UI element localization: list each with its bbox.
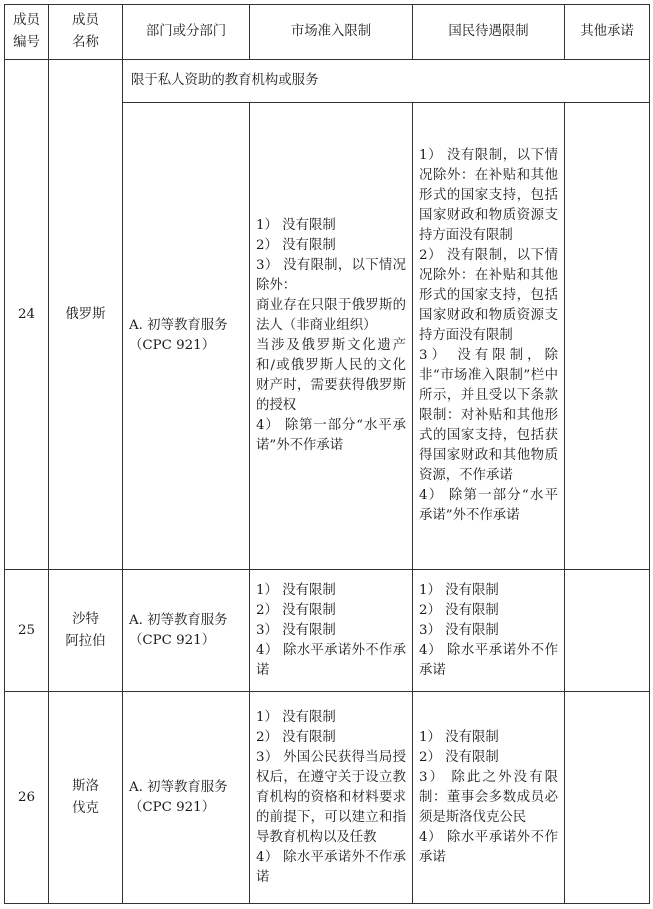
sector-cell: A. 初等教育服务（CPC 921） bbox=[123, 692, 250, 904]
list-item: 2） 没有限制 bbox=[256, 602, 336, 618]
member-no: 25 bbox=[5, 570, 49, 692]
list-item: 2） 没有限制 bbox=[256, 729, 336, 745]
list-item: 4） 除水平承诺外不作承诺 bbox=[256, 849, 406, 885]
header-member-name: 成员 名称 bbox=[49, 5, 123, 60]
member-no: 26 bbox=[5, 692, 49, 904]
header-national-treatment: 国民待遇限制 bbox=[413, 5, 565, 60]
list-item: 3） 除此之外没有限制：董事会多数成员必须是斯洛伐克公民 bbox=[419, 769, 558, 825]
list-item: 2） 没有限制，以下情况除外：在补贴和其他形式的国家支持，包括国家财政和物质资源支持方面没有限制 bbox=[419, 248, 558, 343]
list-item: 4） 除水平承诺外不作承诺 bbox=[419, 829, 558, 865]
national-treatment-cell bbox=[413, 103, 565, 570]
list-item: 3） 外国公民获得当局授权后，在遵守关于设立教育机构的资格和材料要求的前提下，可以建立和指导教育机构以及任教 bbox=[256, 749, 406, 845]
national-treatment-cell bbox=[413, 692, 565, 904]
sector-cell: A. 初等教育服务（CPC 921） bbox=[123, 103, 250, 570]
header-market-access: 市场准入限制 bbox=[250, 5, 413, 60]
list-item: 1） 没有限制 bbox=[256, 218, 336, 233]
national-treatment-cell bbox=[413, 570, 565, 692]
market-access-cell bbox=[250, 692, 413, 904]
sector-cell: A. 初等教育服务（CPC 921） bbox=[123, 570, 250, 692]
list-item: 1） 没有限制 bbox=[419, 582, 499, 598]
list-item: 3） 没有限制 bbox=[419, 622, 499, 638]
list-item: 2） 没有限制 bbox=[256, 238, 336, 253]
list-item: 2） 没有限制 bbox=[419, 602, 499, 618]
list-item: 1） 没有限制 bbox=[256, 582, 336, 598]
list-item: 4） 除水平承诺外不作承诺 bbox=[419, 642, 558, 678]
member-name: 沙特 阿拉伯 bbox=[49, 570, 123, 692]
list-item: 商业存在只限于俄罗斯的法人（非商业组织） bbox=[256, 298, 406, 333]
header-sector: 部门或分部门 bbox=[123, 5, 250, 60]
list-item: 3） 没有限制，以下情况除外： bbox=[256, 258, 406, 293]
table-row bbox=[5, 570, 650, 692]
list-item: 1） 没有限制 bbox=[256, 709, 336, 725]
member-name: 俄罗斯 bbox=[49, 60, 123, 570]
list-item: 4） 除第一部分“水平承诺”外不作承诺 bbox=[419, 488, 558, 523]
list-item: 3） 没有限制 bbox=[256, 622, 336, 638]
other-commitments-cell bbox=[565, 103, 650, 570]
section-title-row bbox=[5, 60, 650, 103]
section-title: 限于私人资助的教育机构或服务 bbox=[123, 60, 650, 103]
header-row bbox=[5, 5, 650, 60]
other-commitments-cell bbox=[565, 570, 650, 692]
list-item: 1） 没有限制 bbox=[419, 729, 499, 745]
market-access-cell bbox=[250, 103, 413, 570]
header-member-no: 成员 编号 bbox=[5, 5, 49, 60]
market-access-cell bbox=[250, 570, 413, 692]
list-item: 4） 除第一部分“水平承诺”外不作承诺 bbox=[256, 418, 406, 453]
list-item: 4） 除水平承诺外不作承诺 bbox=[256, 642, 406, 678]
list-item: 2） 没有限制 bbox=[419, 749, 499, 765]
member-name: 斯洛 伐克 bbox=[49, 692, 123, 904]
table-row bbox=[5, 692, 650, 904]
list-item: 3） 没有限制，除非“市场准入限制”栏中所示，并且受以下条款限制：对补贴和其他形式的国家支持，包括获得国家财政和其他物质资源，不作承诺 bbox=[419, 348, 558, 483]
other-commitments-cell bbox=[565, 692, 650, 904]
list-item: 1） 没有限制，以下情况除外：在补贴和其他形式的国家支持，包括国家财政和物质资源支持方面没有限制 bbox=[419, 148, 558, 243]
member-no: 24 bbox=[5, 60, 49, 570]
list-item: 当涉及俄罗斯文化遗产和/或俄罗斯人民的文化财产时，需要获得俄罗斯的授权 bbox=[256, 338, 406, 413]
commitments-table bbox=[4, 4, 650, 904]
header-other-commitments: 其他承诺 bbox=[565, 5, 650, 60]
